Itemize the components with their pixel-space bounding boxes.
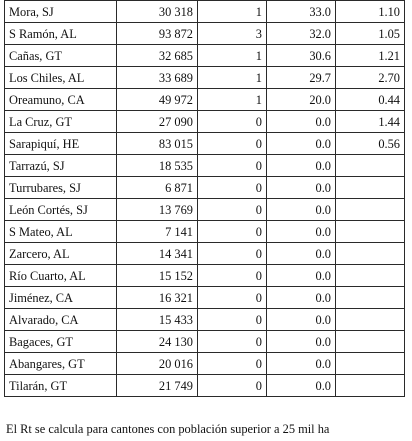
cases-cell: 0 — [198, 309, 267, 331]
table-footnote: El Rt se calcula para cantones con población superior a 25 mil ha — [6, 422, 330, 436]
canton-name-cell: Sarapiquí, HE — [5, 133, 117, 155]
cases-cell: 0 — [198, 155, 267, 177]
population-cell: 20 016 — [117, 353, 198, 375]
canton-name-cell: La Cruz, GT — [5, 111, 117, 133]
rate-cell: 33.0 — [267, 1, 336, 23]
cases-cell: 0 — [198, 111, 267, 133]
cases-cell: 0 — [198, 221, 267, 243]
table-row — [5, 111, 405, 133]
population-cell: 14 341 — [117, 243, 198, 265]
table-row — [5, 199, 405, 221]
canton-name-cell: Río Cuarto, AL — [5, 265, 117, 287]
canton-name-cell: Bagaces, GT — [5, 331, 117, 353]
canton-name-cell: Tarrazú, SJ — [5, 155, 117, 177]
population-cell: 32 685 — [117, 45, 198, 67]
table-row — [5, 1, 405, 23]
table-row — [5, 89, 405, 111]
canton-name-cell: Abangares, GT — [5, 353, 117, 375]
population-cell: 30 318 — [117, 1, 198, 23]
table-row — [5, 265, 405, 287]
canton-name-cell: Alvarado, CA — [5, 309, 117, 331]
table-row — [5, 287, 405, 309]
rate-cell: 0.0 — [267, 287, 336, 309]
cases-cell: 0 — [198, 375, 267, 397]
canton-name-cell: Zarcero, AL — [5, 243, 117, 265]
rate-cell: 0.0 — [267, 265, 336, 287]
population-cell: 7 141 — [117, 221, 198, 243]
table-row — [5, 45, 405, 67]
population-cell: 6 871 — [117, 177, 198, 199]
rt-cell: 1.10 — [336, 1, 405, 23]
cases-cell: 0 — [198, 199, 267, 221]
rate-cell: 20.0 — [267, 89, 336, 111]
canton-name-cell: Jiménez, CA — [5, 287, 117, 309]
cases-cell: 1 — [198, 1, 267, 23]
canton-name-cell: S Ramón, AL — [5, 23, 117, 45]
population-cell: 15 152 — [117, 265, 198, 287]
table-row — [5, 23, 405, 45]
rate-cell: 0.0 — [267, 309, 336, 331]
rt-cell — [336, 177, 405, 199]
rate-cell: 0.0 — [267, 111, 336, 133]
rt-cell: 0.44 — [336, 89, 405, 111]
canton-name-cell: Mora, SJ — [5, 1, 117, 23]
rt-cell — [336, 309, 405, 331]
cases-cell: 0 — [198, 265, 267, 287]
rate-cell: 0.0 — [267, 133, 336, 155]
rate-cell: 0.0 — [267, 375, 336, 397]
population-cell: 21 749 — [117, 375, 198, 397]
table-row — [5, 331, 405, 353]
rate-cell: 32.0 — [267, 23, 336, 45]
table-row — [5, 243, 405, 265]
canton-name-cell: S Mateo, AL — [5, 221, 117, 243]
rt-cell — [336, 287, 405, 309]
cases-cell: 0 — [198, 331, 267, 353]
cases-cell: 0 — [198, 287, 267, 309]
canton-name-cell: Oreamuno, CA — [5, 89, 117, 111]
cases-cell: 0 — [198, 133, 267, 155]
table-row — [5, 309, 405, 331]
rt-cell — [336, 265, 405, 287]
canton-name-cell: Los Chiles, AL — [5, 67, 117, 89]
population-cell: 24 130 — [117, 331, 198, 353]
rt-cell: 0.56 — [336, 133, 405, 155]
rate-cell: 0.0 — [267, 243, 336, 265]
cases-cell: 1 — [198, 89, 267, 111]
canton-name-cell: Turrubares, SJ — [5, 177, 117, 199]
rt-cell — [336, 155, 405, 177]
table-row — [5, 177, 405, 199]
population-cell: 33 689 — [117, 67, 198, 89]
table-row — [5, 375, 405, 397]
cases-cell: 1 — [198, 45, 267, 67]
cases-cell: 1 — [198, 67, 267, 89]
rate-cell: 0.0 — [267, 155, 336, 177]
canton-name-cell: León Cortés, SJ — [5, 199, 117, 221]
rate-cell: 29.7 — [267, 67, 336, 89]
rate-cell: 0.0 — [267, 353, 336, 375]
population-cell: 93 872 — [117, 23, 198, 45]
population-cell: 13 769 — [117, 199, 198, 221]
table-row — [5, 221, 405, 243]
rate-cell: 0.0 — [267, 199, 336, 221]
rt-cell: 1.05 — [336, 23, 405, 45]
cases-cell: 0 — [198, 177, 267, 199]
rate-cell: 30.6 — [267, 45, 336, 67]
rt-cell: 1.44 — [336, 111, 405, 133]
table-row — [5, 133, 405, 155]
rate-cell: 0.0 — [267, 177, 336, 199]
rate-cell: 0.0 — [267, 331, 336, 353]
rt-cell — [336, 243, 405, 265]
rt-cell — [336, 199, 405, 221]
table-row — [5, 155, 405, 177]
rt-cell — [336, 375, 405, 397]
rt-cell — [336, 221, 405, 243]
rt-cell — [336, 331, 405, 353]
canton-name-cell: Tilarán, GT — [5, 375, 117, 397]
canton-data-table — [4, 0, 405, 397]
population-cell: 16 321 — [117, 287, 198, 309]
population-cell: 27 090 — [117, 111, 198, 133]
table-body — [5, 1, 405, 397]
canton-name-cell: Cañas, GT — [5, 45, 117, 67]
cases-cell: 0 — [198, 243, 267, 265]
population-cell: 15 433 — [117, 309, 198, 331]
table-row — [5, 353, 405, 375]
rt-cell — [336, 353, 405, 375]
cases-cell: 3 — [198, 23, 267, 45]
rt-cell: 2.70 — [336, 67, 405, 89]
table-row — [5, 67, 405, 89]
rate-cell: 0.0 — [267, 221, 336, 243]
population-cell: 18 535 — [117, 155, 198, 177]
rt-cell: 1.21 — [336, 45, 405, 67]
population-cell: 49 972 — [117, 89, 198, 111]
population-cell: 83 015 — [117, 133, 198, 155]
cases-cell: 0 — [198, 353, 267, 375]
